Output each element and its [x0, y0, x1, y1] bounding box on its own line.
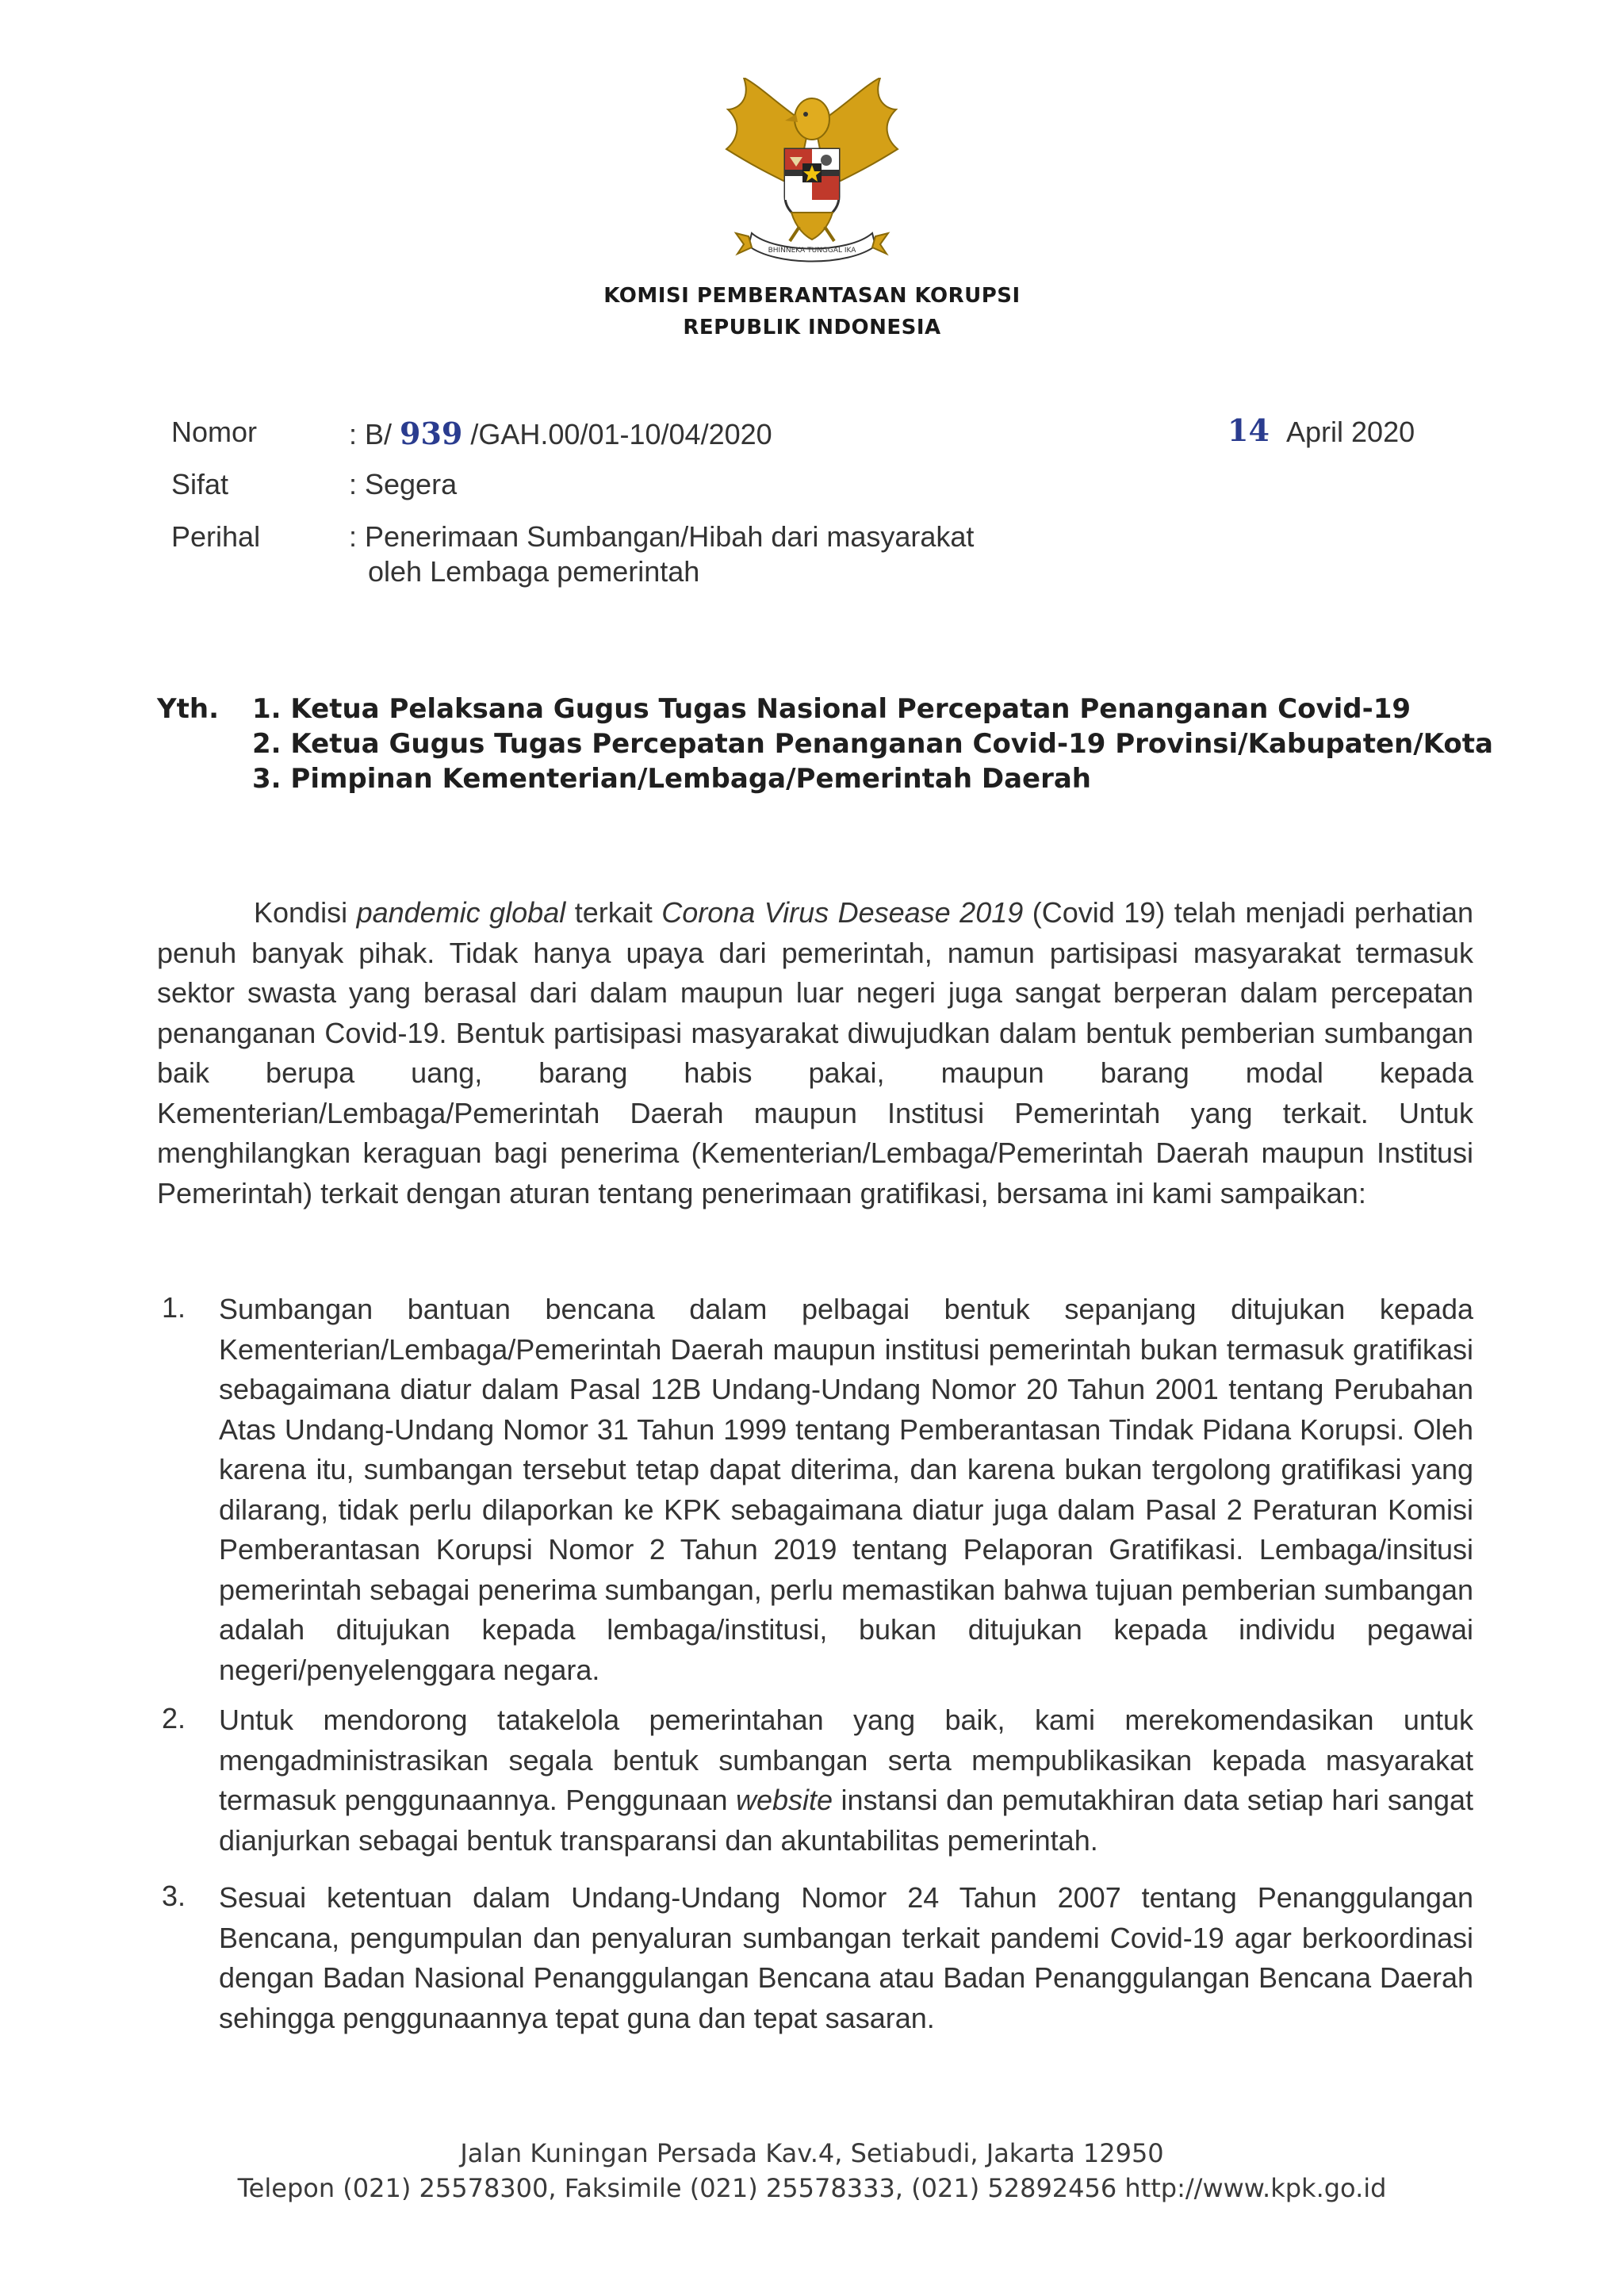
point-2-italic: website	[736, 1784, 833, 1816]
perihal-label: Perihal	[171, 520, 261, 553]
nomor-label: Nomor	[171, 416, 258, 448]
footer-address: Jalan Kuningan Persada Kav.4, Setiabudi, Jakarta 12950	[460, 2138, 1164, 2168]
svg-text:BHINNEKA TUNGGAL IKA: BHINNEKA TUNGGAL IKA	[768, 247, 856, 255]
recipients-label: Yth.	[157, 693, 219, 725]
nomor-suffix: /GAH.00/01-10/04/2020	[470, 418, 772, 450]
intro-text: (Covid 19) telah menjadi perhatian penuh banyak pihak. Tidak hanya upaya dari pemerintah, namun partisipasi masyarakat termasuk sektor swasta yang berasal dari dalam maupun luar negeri juga sangat berperan dalam percepatan penanganan Covid-19. Bentuk partisipasi masyarakat diwujudkan dalam bentuk pemberian sumbangan baik berupa uang, barang habis pakai, maupun barang modal kepada Kementerian/Lembaga/Pemerintah Daerah maupun Institusi Pemerintah yang terkait. Untuk menghilangkan keraguan bagi penerima (Kementerian/Lembaga/Pemerintah Daerah maupun Institusi Pemerintah) terkait dengan aturan tentang penerimaan gratifikasi, bersama ini kami sampaikan:	[157, 896, 1473, 1209]
sifat-label: Sifat	[171, 468, 229, 500]
point-3-text: Sesuai ketentuan dalam Undang-Undang Nomor 24 Tahun 2007 tentang Penanggulangan Bencana, pengumpulan dan penyaluran sumbangan terkait pandemi Covid-19 agar berkoordinasi dengan Badan Nasional Penanggulangan Bencana atau Badan Penanggulangan Bencana Daerah sehingga penggunaannya tepat guna dan tepat sasaran.	[219, 1881, 1473, 2034]
perihal-line1: : Penerimaan Sumbangan/Hibah dari masyarakat	[349, 520, 975, 553]
garuda-emblem-icon	[720, 78, 904, 268]
perihal-line2: oleh Lembaga pemerintah	[368, 555, 700, 588]
intro-text: Kondisi	[254, 896, 357, 929]
recipient-item: 2. Ketua Gugus Tugas Percepatan Penanganan Covid-19 Provinsi/Kabupaten/Kota	[252, 728, 1493, 760]
point-1-text: Sumbangan bantuan bencana dalam pelbagai bentuk sepanjang ditujukan kepada Kementerian/Lembaga/Pemerintah Daerah maupun institusi pemerintah bukan termasuk gratifikasi sebagaimana diatur dalam Pasal 12B Undang-Undang Nomor 20 Tahun 2001 tentang Perubahan Atas Undang-Undang Nomor 31 Tahun 1999 tentang Pemberantasan Tindak Pidana Korupsi. Oleh karena itu, sumbangan tersebut tetap dapat diterima, dan karena bukan tergolong gratifikasi yang dilarang, tidak perlu dilaporkan ke KPK sebagaimana diatur juga dalam Pasal 2 Peraturan Komisi Pemberantasan Korupsi Nomor 2 Tahun 2019 tentang Pelaporan Gratifikasi. Lembaga/insitusi pemerintah sebagai penerima sumbangan, perlu memastikan bahwa tujuan pemberian sumbangan adalah ditujukan kepada lembaga/institusi, bukan ditujukan kepada individu pegawai negeri/penyelenggara negara.	[219, 1293, 1473, 1686]
nomor-value	[349, 416, 772, 451]
point-2-text-b: instansi dan pemutakhiran data setiap hari sangat dianjurkan sebagai bentuk transparansi dan akuntabilitas pemerintah.	[219, 1784, 1474, 1857]
point-number: 1.	[162, 1291, 186, 1324]
letter-date: April 2020	[1286, 416, 1415, 448]
intro-text: terkait	[565, 896, 662, 929]
point-2-text	[219, 1700, 1473, 1861]
intro-paragraph	[157, 893, 1473, 1213]
point-2-text-a: Untuk mendorong tatakelola pemerintahan yang baik, kami merekomendasikan untuk mengadministrasikan segala bentuk sumbangan serta mempublikasikan kepada masyarakat termasuk penggunaannya. Penggunaan	[219, 1704, 1473, 1816]
footer-contact: Telepon (021) 25578300, Faksimile (021) 25578333, (021) 52892456 http://www.kpk.go.id	[237, 2173, 1387, 2203]
nomor-handwritten: 939	[400, 416, 463, 451]
point-number: 3.	[162, 1880, 186, 1912]
org-name-line1: KOMISI PEMBERANTASAN KORUPSI	[603, 284, 1021, 308]
point-number: 2.	[162, 1702, 186, 1734]
date-handwritten: 14	[1228, 412, 1270, 448]
nomor-prefix: : B/	[349, 418, 393, 450]
intro-italic: pandemic global	[356, 896, 566, 929]
intro-italic: Corona Virus Desease 2019	[661, 896, 1024, 929]
sifat-value: : Segera	[349, 468, 458, 500]
recipient-item: 3. Pimpinan Kementerian/Lembaga/Pemerintah Daerah	[252, 763, 1092, 795]
recipient-item: 1. Ketua Pelaksana Gugus Tugas Nasional Percepatan Penanganan Covid-19	[252, 693, 1411, 725]
org-name-line2: REPUBLIK INDONESIA	[683, 316, 941, 339]
